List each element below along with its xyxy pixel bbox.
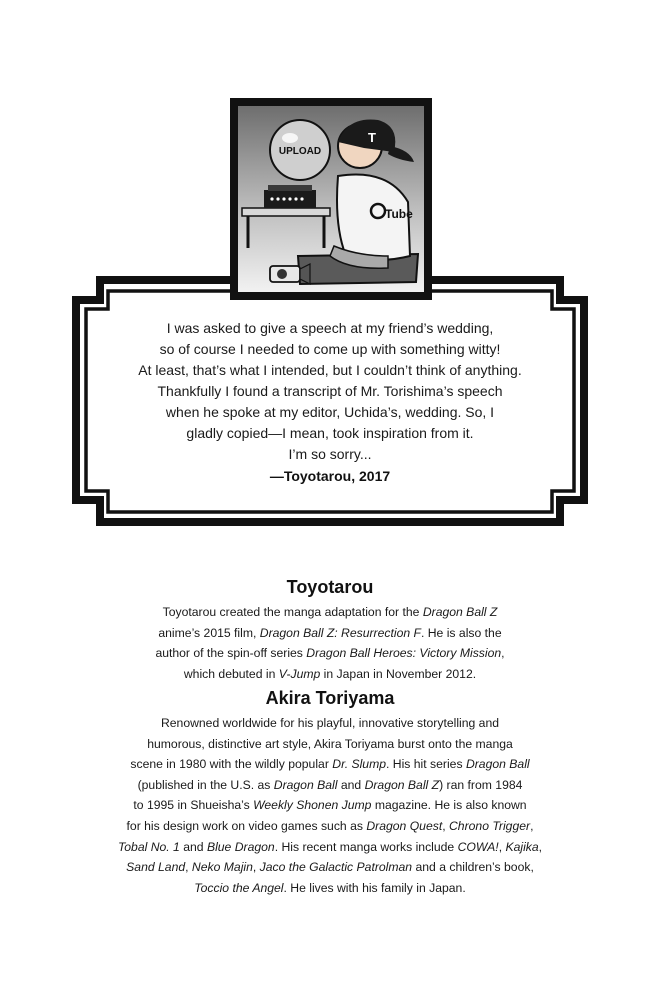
- bio-run: ,: [530, 818, 534, 833]
- bio-run: to 1995 in Shueisha’s: [133, 798, 254, 813]
- balloon-text: UPLOAD: [278, 146, 322, 157]
- camera-icon: [270, 264, 310, 284]
- bio-toyotarou: [60, 576, 600, 684]
- bio-line: Renowned worldwide for his playful, innovative storytelling and: [160, 716, 500, 730]
- bio-line: [60, 623, 600, 644]
- bio-line: [60, 775, 600, 796]
- bio-title: Dragon Quest: [366, 818, 443, 833]
- quote-line: gladly copied—I mean, took inspiration from it.: [186, 425, 474, 441]
- bio-line: humorous, distinctive art style, Akira Toriyama burst onto the manga: [147, 736, 513, 751]
- illustration-svg: [238, 106, 424, 292]
- bio-title: Dragon Ball Z: Resurrection F: [259, 625, 421, 640]
- quote-line: when he spoke at my editor, Uchida’s, wedding. So, I: [165, 404, 495, 420]
- quote-line: I was asked to give a speech at my friend’s wedding,: [166, 320, 494, 336]
- bio-run: (published in the U.S. as: [137, 777, 274, 792]
- quote-line: so of course I needed to come up with something witty!: [159, 341, 501, 357]
- bio-run: ,: [185, 860, 192, 875]
- bio-run: in Japan in November 2012.: [320, 666, 477, 681]
- bio-run: . He is also the: [420, 625, 502, 640]
- bio-title: Dragon Ball Z: [364, 777, 440, 792]
- bio-run: for his design work on video games such as: [126, 818, 367, 833]
- bio-run: Toyotarou created the manga adaptation for the: [162, 605, 423, 619]
- quote-line: Thankfully I found a transcript of Mr. Torishima’s speech: [157, 383, 503, 399]
- balloon-icon: [270, 120, 330, 180]
- author-quote: [98, 318, 562, 465]
- quote-line: I’m so sorry...: [288, 446, 372, 462]
- bio-line: [60, 664, 600, 685]
- bio-title: Kajika: [505, 839, 539, 854]
- bio-text: [60, 602, 600, 684]
- bio-title: Chrono Trigger: [449, 818, 531, 833]
- bio-run: ,: [498, 839, 506, 854]
- bio-line: [60, 837, 600, 858]
- bio-run: . His recent manga works include: [274, 839, 458, 854]
- bio-run: ,: [538, 839, 543, 854]
- bio-run: scene in 1980 with the wildly popular: [130, 757, 333, 772]
- quote-line: At least, that’s what I intended, but I couldn’t think of anything.: [138, 362, 522, 378]
- bio-toriyama: [60, 687, 600, 898]
- bio-heading: Akira Toriyama: [265, 688, 395, 708]
- desk-icon: [242, 208, 330, 216]
- author-illustration: [230, 98, 432, 300]
- bio-run: author of the spin-off series: [155, 646, 307, 661]
- bio-line: [60, 816, 600, 837]
- bio-run: ,: [501, 646, 505, 661]
- bio-title: Sand Land: [126, 860, 186, 875]
- bio-run: . His hit series: [386, 757, 466, 772]
- bio-line: [60, 754, 600, 775]
- cap-letter: T: [368, 130, 376, 145]
- bio-title: Weekly Shonen Jump: [253, 798, 372, 813]
- bio-run: and: [337, 777, 365, 792]
- bio-title: Tobal No. 1: [117, 839, 180, 854]
- shirt-text: Tube: [385, 207, 413, 221]
- bio-text: [60, 713, 600, 898]
- bio-run: and: [179, 839, 207, 854]
- bio-run: which debuted in: [183, 666, 279, 681]
- bio-run: ,: [442, 818, 449, 833]
- bio-line: [60, 643, 600, 664]
- bio-title: Toccio the Angel: [194, 880, 284, 895]
- bio-title: V-Jump: [278, 666, 321, 681]
- bio-title: Dragon Ball: [273, 777, 338, 792]
- bio-line: [60, 878, 600, 899]
- bio-title: Neko Majin: [191, 860, 253, 875]
- bio-title: COWA!: [457, 839, 499, 854]
- bio-run: magazine. He is also known: [371, 798, 527, 813]
- bio-title: Dragon Ball Heroes: Victory Mission: [306, 646, 502, 661]
- bio-run: and a children’s book,: [412, 860, 534, 875]
- quote-attribution: —Toyotarou, 2017: [269, 468, 391, 484]
- bio-line: [60, 795, 600, 816]
- bio-run: . He lives with his family in Japan.: [283, 880, 466, 895]
- bio-title: Dragon Ball Z: [422, 605, 498, 619]
- bio-title: Dragon Ball: [465, 757, 530, 772]
- bio-line: [60, 602, 600, 623]
- bio-heading: Toyotarou: [286, 577, 374, 597]
- bio-title: Dr. Slump: [332, 757, 387, 772]
- bio-title: Jaco the Galactic Patrolman: [259, 860, 413, 875]
- bio-run: ) ran from 1984: [439, 777, 523, 792]
- bio-run: ,: [252, 860, 260, 875]
- bio-line: [60, 857, 600, 878]
- typewriter-icon: [264, 185, 316, 208]
- bio-title: Blue Dragon: [206, 839, 275, 854]
- bio-run: anime’s 2015 film,: [158, 625, 260, 640]
